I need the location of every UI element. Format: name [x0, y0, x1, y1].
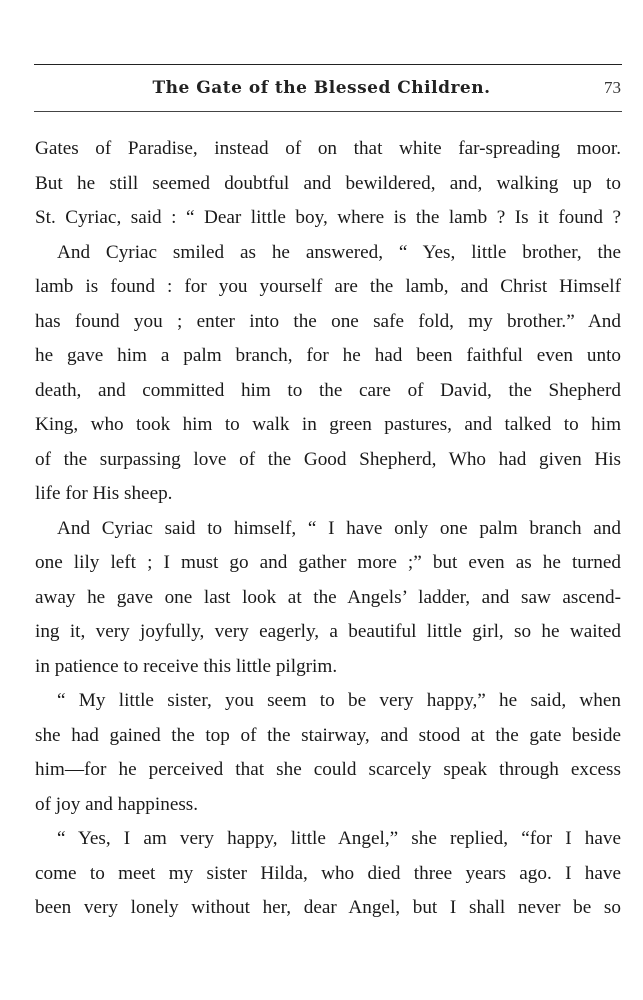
text-line: lamb is found : for you yourself are the lamb, and Christ Himself — [35, 276, 621, 297]
text-line: she had gained the top of the stairway, and stood at the gate beside — [35, 724, 621, 746]
page-number: 73 — [604, 78, 621, 97]
running-head — [0, 74, 643, 102]
text-line: ing it, very joyfully, very eagerly, a beautiful little girl, so he waited — [35, 621, 621, 642]
header-bottom-rule — [34, 111, 622, 112]
text-line: death, and committed him to the care of David, the Shepherd — [35, 379, 621, 401]
text-line: one lily left ; I must go and gather more ;” but even as he turned — [35, 552, 621, 573]
text-line: of the surpassing love of the Good Shepherd, Who had given His — [35, 448, 621, 470]
header-top-rule — [34, 64, 622, 65]
text-line: of joy and happiness. — [35, 793, 199, 815]
text-line: But he still seemed doubtful and bewildered, and, walking up to — [35, 172, 621, 194]
text-line: And Cyriac said to himself, “ I have only one palm branch and — [57, 517, 621, 539]
text-line: King, who took him to walk in green pastures, and talked to him — [35, 414, 621, 435]
text-line: Gates of Paradise, instead of on that white far-spreading moor. — [35, 138, 621, 159]
text-line: life for His sheep. — [35, 483, 173, 504]
text-line: in patience to receive this little pilgrim. — [35, 655, 338, 677]
text-line: him—for he perceived that she could scarcely speak through excess — [35, 759, 621, 780]
text-line: St. Cyriac, said : “ Dear little boy, where is the lamb ? Is it found ? — [35, 207, 621, 228]
text-line: “ Yes, I am very happy, little Angel,” she replied, “for I have — [57, 828, 621, 849]
text-line: And Cyriac smiled as he answered, “ Yes, little brother, the — [57, 241, 621, 263]
text-line: has found you ; enter into the one safe fold, my brother.” And — [35, 310, 621, 332]
text-line: away he gave one last look at the Angels’ ladder, and saw ascend- — [35, 586, 621, 608]
body-text — [35, 132, 621, 926]
running-title: The Gate of the Blessed Children. — [152, 78, 491, 98]
text-line: “ My little sister, you seem to be very happy,” he said, when — [57, 690, 621, 711]
text-line: he gave him a palm branch, for he had been faithful even unto — [35, 345, 621, 366]
text-line: been very lonely without her, dear Angel, but I shall never be so — [35, 897, 621, 918]
text-line: come to meet my sister Hilda, who died three years ago. I have — [35, 862, 621, 884]
